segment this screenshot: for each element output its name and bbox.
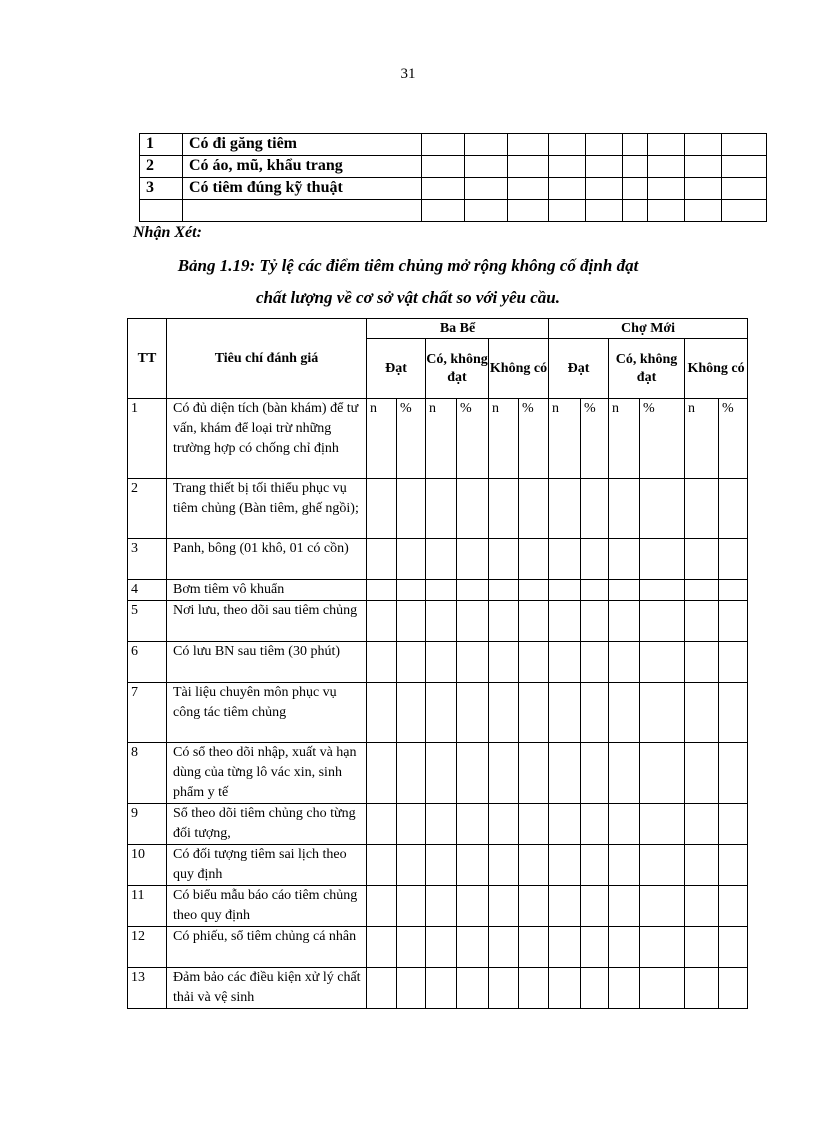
- top-row-empty-cell: [422, 134, 465, 156]
- empty-cell: [489, 968, 519, 1009]
- subheader-n: n: [549, 399, 581, 479]
- empty-cell: [581, 927, 609, 968]
- subheader-n: n: [489, 399, 519, 479]
- top-row-tt: 1: [140, 134, 183, 156]
- empty-cell: [519, 580, 549, 601]
- header-tt: TT: [128, 319, 167, 399]
- table-row: [128, 845, 748, 886]
- empty-cell: [685, 539, 719, 580]
- empty-cell: [489, 683, 519, 743]
- empty-cell: [685, 927, 719, 968]
- empty-cell: [609, 479, 640, 539]
- empty-cell: [489, 804, 519, 845]
- empty-cell: [685, 743, 719, 804]
- empty-cell: [457, 601, 489, 642]
- top-row-empty-cell: [586, 178, 623, 200]
- header-cho-moi-co-khong-dat: Có, không đạt: [609, 339, 685, 399]
- top-table-fragment: [139, 133, 767, 222]
- top-row-empty-cell: [549, 200, 586, 222]
- empty-cell: [519, 539, 549, 580]
- empty-cell: [367, 580, 397, 601]
- empty-cell: [519, 804, 549, 845]
- empty-cell: [549, 601, 581, 642]
- empty-cell: [489, 479, 519, 539]
- empty-cell: [581, 580, 609, 601]
- empty-cell: [685, 580, 719, 601]
- empty-cell: [426, 743, 457, 804]
- row-criteria: Có phiếu, sổ tiêm chủng cá nhân: [167, 927, 367, 968]
- empty-cell: [397, 539, 426, 580]
- table-row: [128, 804, 748, 845]
- top-row-empty-cell: [648, 134, 685, 156]
- empty-cell: [519, 683, 549, 743]
- top-row-empty-cell: [685, 178, 722, 200]
- subheader-n: n: [685, 399, 719, 479]
- header-cho-moi: Chợ Mới: [549, 319, 748, 339]
- empty-cell: [397, 804, 426, 845]
- empty-cell: [719, 968, 748, 1009]
- empty-cell: [426, 845, 457, 886]
- table-row: [128, 642, 748, 683]
- empty-cell: [640, 539, 685, 580]
- top-row-label: [183, 200, 422, 222]
- empty-cell: [457, 968, 489, 1009]
- top-row-empty-cell: [623, 134, 648, 156]
- top-row-empty-cell: [549, 178, 586, 200]
- subheader-percent: %: [640, 399, 685, 479]
- empty-cell: [549, 845, 581, 886]
- empty-cell: [519, 886, 549, 927]
- empty-cell: [719, 804, 748, 845]
- empty-cell: [457, 804, 489, 845]
- empty-cell: [640, 601, 685, 642]
- empty-cell: [397, 845, 426, 886]
- empty-cell: [609, 743, 640, 804]
- empty-cell: [685, 642, 719, 683]
- empty-cell: [367, 683, 397, 743]
- empty-cell: [426, 927, 457, 968]
- row-criteria: Có sổ theo dõi nhập, xuất và hạn dùng của từng lô vác xin, sinh phẩm y tế: [167, 743, 367, 804]
- top-row-empty-cell: [465, 156, 508, 178]
- empty-cell: [685, 683, 719, 743]
- top-row-label: Có tiêm đúng kỹ thuật: [183, 178, 422, 200]
- empty-cell: [426, 804, 457, 845]
- header-cho-moi-dat: Đạt: [549, 339, 609, 399]
- empty-cell: [549, 642, 581, 683]
- row-criteria: Trang thiết bị tối thiểu phục vụ tiêm chủng (Bàn tiêm, ghế ngồi);: [167, 479, 367, 539]
- empty-cell: [457, 927, 489, 968]
- empty-cell: [581, 683, 609, 743]
- top-row-empty-cell: [586, 200, 623, 222]
- remarks-label: Nhận Xét:: [133, 224, 202, 241]
- empty-cell: [640, 479, 685, 539]
- empty-cell: [609, 642, 640, 683]
- empty-cell: [367, 642, 397, 683]
- empty-cell: [609, 601, 640, 642]
- empty-cell: [519, 743, 549, 804]
- row-criteria: Có lưu BN sau tiêm (30 phút): [167, 642, 367, 683]
- empty-cell: [397, 683, 426, 743]
- subheader-percent: %: [719, 399, 748, 479]
- empty-cell: [719, 539, 748, 580]
- empty-cell: [457, 642, 489, 683]
- empty-cell: [397, 642, 426, 683]
- empty-cell: [519, 968, 549, 1009]
- row-criteria: Nơi lưu, theo dõi sau tiêm chủng: [167, 601, 367, 642]
- row-tt: 4: [128, 580, 167, 601]
- row-tt: 11: [128, 886, 167, 927]
- empty-cell: [367, 927, 397, 968]
- top-row-empty-cell: [685, 134, 722, 156]
- empty-cell: [519, 845, 549, 886]
- table-row: [128, 399, 748, 479]
- row-criteria: Có đối tượng tiêm sai lịch theo quy định: [167, 845, 367, 886]
- subheader-percent: %: [397, 399, 426, 479]
- top-row-empty-cell: [508, 200, 549, 222]
- top-row-label: Có áo, mũ, khẩu trang: [183, 156, 422, 178]
- empty-cell: [519, 927, 549, 968]
- empty-cell: [719, 683, 748, 743]
- table-row: [128, 539, 748, 580]
- empty-cell: [719, 642, 748, 683]
- empty-cell: [549, 886, 581, 927]
- empty-cell: [489, 601, 519, 642]
- empty-cell: [457, 479, 489, 539]
- row-tt: 5: [128, 601, 167, 642]
- row-criteria: Đảm bảo các điều kiện xử lý chất thải và vệ sinh: [167, 968, 367, 1009]
- empty-cell: [426, 479, 457, 539]
- empty-cell: [397, 580, 426, 601]
- row-criteria: Bơm tiêm vô khuẩn: [167, 580, 367, 601]
- empty-cell: [549, 743, 581, 804]
- top-row-empty-cell: [648, 178, 685, 200]
- subheader-percent: %: [457, 399, 489, 479]
- row-tt: 2: [128, 479, 167, 539]
- empty-cell: [609, 927, 640, 968]
- facility-quality-table: [127, 318, 748, 1009]
- row-tt: 6: [128, 642, 167, 683]
- empty-cell: [640, 927, 685, 968]
- page-number: 31: [400, 66, 416, 82]
- table-caption-line1: Bảng 1.19: Tỷ lệ các điểm tiêm chủng mở rộng không cố định đạt: [177, 256, 639, 275]
- top-row-tt: 3: [140, 178, 183, 200]
- empty-cell: [426, 968, 457, 1009]
- empty-cell: [609, 804, 640, 845]
- empty-cell: [397, 968, 426, 1009]
- row-criteria: Panh, bông (01 khô, 01 có cồn): [167, 539, 367, 580]
- top-table-row: [140, 134, 767, 156]
- empty-cell: [519, 601, 549, 642]
- empty-cell: [640, 580, 685, 601]
- table-row: [128, 886, 748, 927]
- empty-cell: [367, 601, 397, 642]
- empty-cell: [367, 479, 397, 539]
- top-row-empty-cell: [648, 156, 685, 178]
- empty-cell: [549, 539, 581, 580]
- empty-cell: [489, 539, 519, 580]
- subheader-percent: %: [519, 399, 549, 479]
- subheader-n: n: [426, 399, 457, 479]
- empty-cell: [549, 804, 581, 845]
- row-tt: 8: [128, 743, 167, 804]
- empty-cell: [640, 845, 685, 886]
- empty-cell: [609, 683, 640, 743]
- top-row-empty-cell: [722, 200, 767, 222]
- empty-cell: [489, 580, 519, 601]
- header-ba-be: Ba Bể: [367, 319, 549, 339]
- top-row-empty-cell: [508, 156, 549, 178]
- row-tt: 3: [128, 539, 167, 580]
- top-row-empty-cell: [465, 200, 508, 222]
- empty-cell: [457, 845, 489, 886]
- empty-cell: [581, 539, 609, 580]
- top-row-empty-cell: [586, 156, 623, 178]
- empty-cell: [609, 886, 640, 927]
- empty-cell: [397, 601, 426, 642]
- empty-cell: [719, 601, 748, 642]
- empty-cell: [397, 743, 426, 804]
- row-tt: 7: [128, 683, 167, 743]
- subheader-n: n: [609, 399, 640, 479]
- top-row-empty-cell: [508, 134, 549, 156]
- empty-cell: [719, 927, 748, 968]
- empty-cell: [489, 886, 519, 927]
- empty-cell: [489, 927, 519, 968]
- row-criteria: Có đủ diện tích (bàn khám) để tư vấn, khám để loại trừ những trường hợp có chống chỉ định: [167, 399, 367, 479]
- empty-cell: [457, 539, 489, 580]
- empty-cell: [640, 683, 685, 743]
- empty-cell: [685, 479, 719, 539]
- top-row-empty-cell: [648, 200, 685, 222]
- top-row-empty-cell: [586, 134, 623, 156]
- empty-cell: [426, 539, 457, 580]
- top-row-empty-cell: [722, 178, 767, 200]
- empty-cell: [397, 886, 426, 927]
- empty-cell: [640, 743, 685, 804]
- empty-cell: [519, 479, 549, 539]
- empty-cell: [581, 601, 609, 642]
- empty-cell: [397, 927, 426, 968]
- empty-cell: [609, 968, 640, 1009]
- top-row-label: Có đi găng tiêm: [183, 134, 422, 156]
- header-ba-be-co-khong-dat: Có, không đạt: [426, 339, 489, 399]
- empty-cell: [581, 845, 609, 886]
- empty-cell: [609, 539, 640, 580]
- top-table-row: [140, 178, 767, 200]
- table-row: [128, 683, 748, 743]
- top-row-tt: [140, 200, 183, 222]
- empty-cell: [640, 968, 685, 1009]
- row-criteria: Sổ theo dõi tiêm chủng cho từng đối tượng,: [167, 804, 367, 845]
- empty-cell: [426, 683, 457, 743]
- top-row-empty-cell: [685, 156, 722, 178]
- top-row-empty-cell: [465, 178, 508, 200]
- row-tt: 12: [128, 927, 167, 968]
- empty-cell: [581, 968, 609, 1009]
- top-row-empty-cell: [508, 178, 549, 200]
- empty-cell: [397, 479, 426, 539]
- table-caption-line2: chất lượng về cơ sở vật chất so với yêu cầu.: [256, 288, 560, 307]
- empty-cell: [549, 968, 581, 1009]
- empty-cell: [367, 968, 397, 1009]
- top-row-empty-cell: [465, 134, 508, 156]
- empty-cell: [367, 539, 397, 580]
- empty-cell: [581, 642, 609, 683]
- row-criteria: Có biểu mẫu báo cáo tiêm chủng theo quy định: [167, 886, 367, 927]
- empty-cell: [685, 968, 719, 1009]
- top-row-empty-cell: [722, 156, 767, 178]
- row-tt: 10: [128, 845, 167, 886]
- empty-cell: [640, 886, 685, 927]
- empty-cell: [609, 580, 640, 601]
- empty-cell: [685, 804, 719, 845]
- empty-cell: [581, 743, 609, 804]
- empty-cell: [581, 804, 609, 845]
- subheader-n: n: [367, 399, 397, 479]
- row-tt: 9: [128, 804, 167, 845]
- empty-cell: [367, 743, 397, 804]
- empty-cell: [457, 580, 489, 601]
- empty-cell: [719, 580, 748, 601]
- row-criteria: Tài liệu chuyên môn phục vụ công tác tiêm chủng: [167, 683, 367, 743]
- empty-cell: [581, 886, 609, 927]
- empty-cell: [685, 886, 719, 927]
- empty-cell: [640, 642, 685, 683]
- top-row-empty-cell: [549, 156, 586, 178]
- table-row: [128, 601, 748, 642]
- empty-cell: [519, 642, 549, 683]
- top-row-empty-cell: [422, 156, 465, 178]
- header-cho-moi-khong-co: Không có: [685, 339, 748, 399]
- empty-cell: [549, 479, 581, 539]
- empty-cell: [719, 479, 748, 539]
- empty-cell: [489, 845, 519, 886]
- empty-cell: [685, 845, 719, 886]
- top-row-tt: 2: [140, 156, 183, 178]
- empty-cell: [549, 927, 581, 968]
- table-row: [128, 743, 748, 804]
- table-row: [128, 479, 748, 539]
- header-ba-be-dat: Đạt: [367, 339, 426, 399]
- empty-cell: [426, 580, 457, 601]
- subheader-percent: %: [581, 399, 609, 479]
- empty-cell: [719, 743, 748, 804]
- top-row-empty-cell: [422, 178, 465, 200]
- empty-cell: [581, 479, 609, 539]
- header-ba-be-khong-co: Không có: [489, 339, 549, 399]
- top-row-empty-cell: [422, 200, 465, 222]
- top-row-empty-cell: [623, 200, 648, 222]
- empty-cell: [367, 886, 397, 927]
- empty-cell: [367, 804, 397, 845]
- empty-cell: [426, 642, 457, 683]
- empty-cell: [367, 845, 397, 886]
- header-criteria: Tiêu chí đánh giá: [167, 319, 367, 399]
- empty-cell: [719, 886, 748, 927]
- top-table-row: [140, 200, 767, 222]
- top-row-empty-cell: [623, 178, 648, 200]
- top-row-empty-cell: [549, 134, 586, 156]
- empty-cell: [457, 683, 489, 743]
- top-row-empty-cell: [623, 156, 648, 178]
- top-table-row: [140, 156, 767, 178]
- empty-cell: [426, 886, 457, 927]
- empty-cell: [719, 845, 748, 886]
- empty-cell: [685, 601, 719, 642]
- top-row-empty-cell: [722, 134, 767, 156]
- table-row: [128, 968, 748, 1009]
- empty-cell: [457, 886, 489, 927]
- empty-cell: [609, 845, 640, 886]
- row-tt: 1: [128, 399, 167, 479]
- empty-cell: [640, 804, 685, 845]
- table-row: [128, 580, 748, 601]
- empty-cell: [549, 683, 581, 743]
- empty-cell: [489, 743, 519, 804]
- empty-cell: [457, 743, 489, 804]
- row-tt: 13: [128, 968, 167, 1009]
- table-row: [128, 927, 748, 968]
- empty-cell: [426, 601, 457, 642]
- empty-cell: [489, 642, 519, 683]
- empty-cell: [549, 580, 581, 601]
- top-row-empty-cell: [685, 200, 722, 222]
